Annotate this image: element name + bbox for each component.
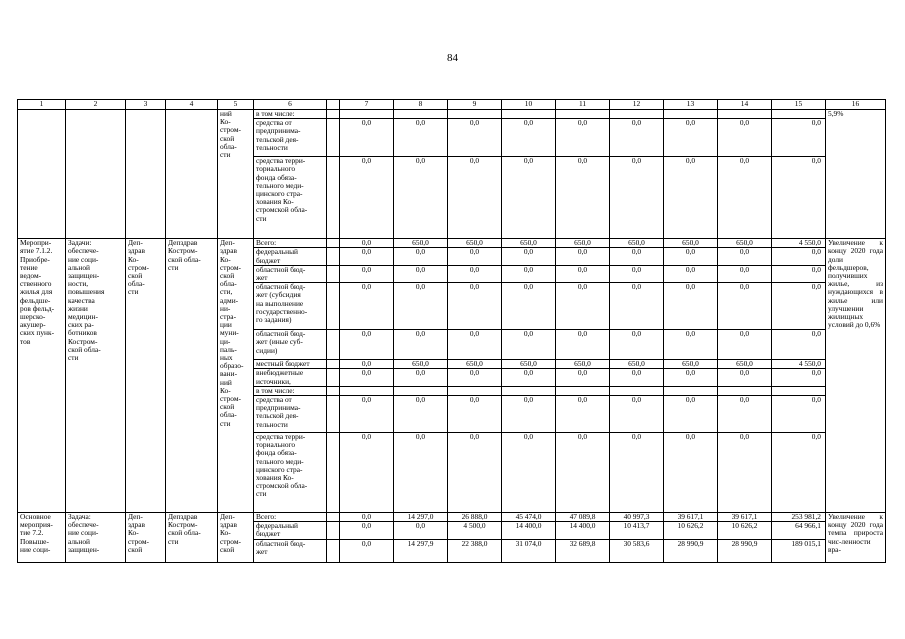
value-cell: 0,0: [340, 239, 394, 248]
value-cell: [664, 386, 718, 395]
value-cell: 253 981,2: [772, 513, 826, 522]
value-cell: 28 990,9: [718, 539, 772, 562]
column-number-row: [18, 100, 886, 110]
value-cell: 14 297,9: [394, 539, 448, 562]
value-cell: 0,0: [448, 396, 502, 433]
value-cell: 650,0: [556, 360, 610, 369]
value-cell: 0,0: [556, 396, 610, 433]
value-cell: 0,0: [448, 433, 502, 513]
spacer-cell: [327, 433, 340, 513]
funding-source-label: областной бюд- жет: [254, 539, 327, 562]
value-cell: 0,0: [340, 330, 394, 360]
column-header: 11: [556, 100, 610, 110]
value-cell: [610, 110, 664, 119]
value-cell: 0,0: [394, 369, 448, 386]
value-cell: 0,0: [502, 396, 556, 433]
funding-source-label: Всего:: [254, 239, 327, 248]
value-cell: 0,0: [340, 522, 394, 539]
value-cell: 32 689,8: [556, 539, 610, 562]
value-cell: 14 400,0: [502, 522, 556, 539]
table-row: [18, 110, 886, 119]
value-cell: [394, 386, 448, 395]
value-cell: 0,0: [664, 119, 718, 157]
value-cell: 0,0: [718, 433, 772, 513]
value-cell: 0,0: [556, 157, 610, 239]
value-cell: 0,0: [340, 248, 394, 265]
value-cell: 0,0: [340, 513, 394, 522]
column-header: 6: [254, 100, 327, 110]
value-cell: 0,0: [340, 396, 394, 433]
value-cell: 0,0: [556, 369, 610, 386]
executor-cell: ний Ко- стром- ской обла- сти: [218, 110, 254, 239]
value-cell: 14 297,0: [394, 513, 448, 522]
value-cell: 650,0: [610, 360, 664, 369]
value-cell: 0,0: [772, 396, 826, 433]
funding-source-label: в том числе:: [254, 110, 327, 119]
value-cell: 0,0: [772, 433, 826, 513]
spacer-cell: [327, 248, 340, 265]
column-header: 8: [394, 100, 448, 110]
value-cell: 4 550,0: [772, 239, 826, 248]
value-cell: 0,0: [340, 157, 394, 239]
spacer-cell: [327, 239, 340, 248]
value-cell: 650,0: [502, 360, 556, 369]
value-cell: 10 626,2: [664, 522, 718, 539]
value-cell: 0,0: [502, 283, 556, 330]
page-number: 84: [447, 52, 458, 64]
value-cell: 0,0: [664, 265, 718, 282]
value-cell: 0,0: [448, 119, 502, 157]
funding-source-label: средства терри- ториального фонда обяза- тельного меди- цинского стра- хования Ко- стромской обла- сти: [254, 433, 327, 513]
value-cell: 0,0: [556, 330, 610, 360]
value-cell: 10 413,7: [610, 522, 664, 539]
value-cell: 0,0: [394, 330, 448, 360]
value-cell: 0,0: [772, 248, 826, 265]
program-funding-table: [17, 99, 886, 563]
value-cell: 0,0: [610, 248, 664, 265]
value-cell: 0,0: [610, 119, 664, 157]
value-cell: 0,0: [340, 265, 394, 282]
value-cell: 0,0: [772, 330, 826, 360]
measure-name-cell: Меропри- ятие 7.1.2. Приобре- тение ведом- ственного жилья для фельдше- ров фельд- шерско- акушер- ских пунк- тов: [18, 239, 66, 513]
column-header: 2: [66, 100, 126, 110]
spacer-cell: [327, 330, 340, 360]
value-cell: [340, 386, 394, 395]
funding-source-label: внебюджетные источники,: [254, 369, 327, 386]
value-cell: 0,0: [340, 433, 394, 513]
value-cell: 189 015,1: [772, 539, 826, 562]
value-cell: 0,0: [772, 265, 826, 282]
value-cell: [502, 386, 556, 395]
funding-source-label: областной бюд- жет: [254, 265, 327, 282]
expected-result-cell: 5,9%: [826, 110, 886, 239]
value-cell: 650,0: [394, 239, 448, 248]
value-cell: [394, 110, 448, 119]
funding-source-label: Всего:: [254, 513, 327, 522]
value-cell: 650,0: [664, 239, 718, 248]
value-cell: 0,0: [718, 283, 772, 330]
spacer-cell: [327, 110, 340, 119]
value-cell: 0,0: [610, 283, 664, 330]
value-cell: [772, 110, 826, 119]
value-cell: 0,0: [610, 330, 664, 360]
funding-source-label: областной бюд- жет (субсидия на выполнение государственно- го задания): [254, 283, 327, 330]
value-cell: 0,0: [664, 283, 718, 330]
value-cell: 650,0: [394, 360, 448, 369]
funding-source-label: средства от предпринима- тельской дея- тельности: [254, 396, 327, 433]
column-header: 10: [502, 100, 556, 110]
value-cell: 45 474,0: [502, 513, 556, 522]
value-cell: 10 626,2: [718, 522, 772, 539]
value-cell: [718, 386, 772, 395]
value-cell: 650,0: [448, 239, 502, 248]
value-cell: 0,0: [610, 369, 664, 386]
value-cell: 0,0: [394, 433, 448, 513]
value-cell: 30 583,6: [610, 539, 664, 562]
coordinator-cell: [166, 110, 218, 239]
measure-name-cell: [18, 110, 66, 239]
task-cell: Задачи: обеспече- ние соци- альной защищен- ности, повышения качества жизни медицин- ских ра- ботников Костром- ской обла- сти: [66, 239, 126, 513]
column-header: 9: [448, 100, 502, 110]
value-cell: 14 400,0: [556, 522, 610, 539]
column-header: 15: [772, 100, 826, 110]
measure-name-cell: Основное мероприя- тие 7.2. Повыше- ние соци-: [18, 513, 66, 563]
value-cell: 0,0: [718, 248, 772, 265]
value-cell: 0,0: [772, 157, 826, 239]
funding-source-label: в том числе:: [254, 386, 327, 395]
value-cell: 0,0: [610, 157, 664, 239]
expected-result-cell: Увеличение к концу 2020 года доли фельдшеров, получивших жилье, из нуждающихся в жилье или улучшении жилищных условий до 0,6%: [826, 239, 886, 513]
funding-source-label: средства от предпринима- тельской дея- тельности: [254, 119, 327, 157]
funding-source-label: местный бюджет: [254, 360, 327, 369]
value-cell: 650,0: [718, 239, 772, 248]
value-cell: 0,0: [502, 369, 556, 386]
spacer-cell: [327, 513, 340, 522]
value-cell: 0,0: [664, 433, 718, 513]
value-cell: [502, 110, 556, 119]
column-header: [327, 100, 340, 110]
value-cell: 22 388,0: [448, 539, 502, 562]
value-cell: [772, 386, 826, 395]
value-cell: [448, 110, 502, 119]
column-header: 13: [664, 100, 718, 110]
coordinator-cell: Депздрав Костром- ской обла- сти: [166, 239, 218, 513]
value-cell: 39 617,1: [718, 513, 772, 522]
spacer-cell: [327, 396, 340, 433]
table-row: [18, 239, 886, 248]
value-cell: [340, 110, 394, 119]
spacer-cell: [327, 369, 340, 386]
value-cell: 0,0: [610, 433, 664, 513]
coordinator-cell: Депздрав Костром- ской обла- сти: [166, 513, 218, 563]
column-header: 7: [340, 100, 394, 110]
table-row: [18, 513, 886, 522]
value-cell: 0,0: [340, 539, 394, 562]
value-cell: [448, 386, 502, 395]
responsible-cell: [126, 110, 166, 239]
value-cell: 0,0: [394, 522, 448, 539]
value-cell: 40 997,3: [610, 513, 664, 522]
value-cell: 0,0: [394, 248, 448, 265]
value-cell: 0,0: [448, 283, 502, 330]
spacer-cell: [327, 119, 340, 157]
value-cell: 0,0: [664, 396, 718, 433]
value-cell: 0,0: [340, 360, 394, 369]
value-cell: 0,0: [718, 369, 772, 386]
value-cell: 0,0: [610, 265, 664, 282]
value-cell: 64 966,1: [772, 522, 826, 539]
value-cell: 0,0: [772, 283, 826, 330]
value-cell: 650,0: [556, 239, 610, 248]
value-cell: 0,0: [340, 119, 394, 157]
value-cell: [610, 386, 664, 395]
value-cell: 0,0: [718, 119, 772, 157]
value-cell: 0,0: [502, 248, 556, 265]
funding-source-label: областной бюд- жет (иные суб- сидии): [254, 330, 327, 360]
spacer-cell: [327, 386, 340, 395]
funding-source-label: федеральный бюджет: [254, 248, 327, 265]
value-cell: 0,0: [340, 369, 394, 386]
value-cell: 0,0: [394, 157, 448, 239]
value-cell: 28 990,9: [664, 539, 718, 562]
value-cell: 0,0: [394, 283, 448, 330]
executor-cell: Деп- здрав Ко- стром- ской: [218, 513, 254, 563]
value-cell: 0,0: [502, 265, 556, 282]
value-cell: 0,0: [718, 157, 772, 239]
value-cell: [718, 110, 772, 119]
value-cell: [556, 386, 610, 395]
column-header: 14: [718, 100, 772, 110]
value-cell: 0,0: [772, 369, 826, 386]
value-cell: 0,0: [664, 369, 718, 386]
spacer-cell: [327, 283, 340, 330]
expected-result-cell: Увеличение к концу 2020 года темпа прироста чис-ленности вра-: [826, 513, 886, 563]
value-cell: 0,0: [718, 265, 772, 282]
value-cell: 0,0: [448, 248, 502, 265]
responsible-cell: Деп- здрав Ко- стром- ской: [126, 513, 166, 563]
column-header: 16: [826, 100, 886, 110]
value-cell: 650,0: [610, 239, 664, 248]
value-cell: 39 617,1: [664, 513, 718, 522]
value-cell: 650,0: [502, 239, 556, 248]
value-cell: 650,0: [448, 360, 502, 369]
value-cell: 0,0: [556, 283, 610, 330]
spacer-cell: [327, 265, 340, 282]
value-cell: 0,0: [556, 119, 610, 157]
value-cell: 0,0: [556, 265, 610, 282]
value-cell: 0,0: [448, 330, 502, 360]
value-cell: 0,0: [448, 157, 502, 239]
value-cell: 0,0: [448, 265, 502, 282]
value-cell: 4 500,0: [448, 522, 502, 539]
value-cell: 0,0: [610, 396, 664, 433]
value-cell: 0,0: [394, 265, 448, 282]
value-cell: 0,0: [394, 396, 448, 433]
column-header: 3: [126, 100, 166, 110]
column-header: 1: [18, 100, 66, 110]
column-header: 4: [166, 100, 218, 110]
value-cell: [556, 110, 610, 119]
column-header: 12: [610, 100, 664, 110]
executor-cell: Деп- здрав Ко- стром- ской обла- сти, адми- ни- стра- ции муни- ци- паль- ных образо- вани- ний Ко- стром- ской обла- сти: [218, 239, 254, 513]
value-cell: 4 550,0: [772, 360, 826, 369]
value-cell: 0,0: [340, 283, 394, 330]
spacer-cell: [327, 539, 340, 562]
spacer-cell: [327, 157, 340, 239]
value-cell: 0,0: [718, 396, 772, 433]
responsible-cell: Деп- здрав Ко- стром- ской обла- сти: [126, 239, 166, 513]
funding-source-label: федеральный бюджет: [254, 522, 327, 539]
task-cell: [66, 110, 126, 239]
value-cell: 0,0: [502, 157, 556, 239]
spacer-cell: [327, 360, 340, 369]
spacer-cell: [327, 522, 340, 539]
value-cell: 0,0: [502, 119, 556, 157]
value-cell: 26 888,0: [448, 513, 502, 522]
value-cell: 650,0: [664, 360, 718, 369]
funding-source-label: средства терри- ториального фонда обяза- тельного меди- цинского стра- хования Ко- стромской обла- сти: [254, 157, 327, 239]
value-cell: 0,0: [664, 330, 718, 360]
value-cell: 0,0: [556, 433, 610, 513]
value-cell: 0,0: [772, 119, 826, 157]
column-header: 5: [218, 100, 254, 110]
value-cell: 47 089,8: [556, 513, 610, 522]
value-cell: 31 074,0: [502, 539, 556, 562]
value-cell: 0,0: [556, 248, 610, 265]
value-cell: 0,0: [394, 119, 448, 157]
value-cell: 0,0: [664, 248, 718, 265]
value-cell: 0,0: [502, 433, 556, 513]
value-cell: 0,0: [718, 330, 772, 360]
value-cell: 0,0: [502, 330, 556, 360]
value-cell: 0,0: [664, 157, 718, 239]
value-cell: 650,0: [718, 360, 772, 369]
task-cell: Задача: обеспече- ние соци- альной защищен-: [66, 513, 126, 563]
value-cell: 0,0: [448, 369, 502, 386]
value-cell: [664, 110, 718, 119]
